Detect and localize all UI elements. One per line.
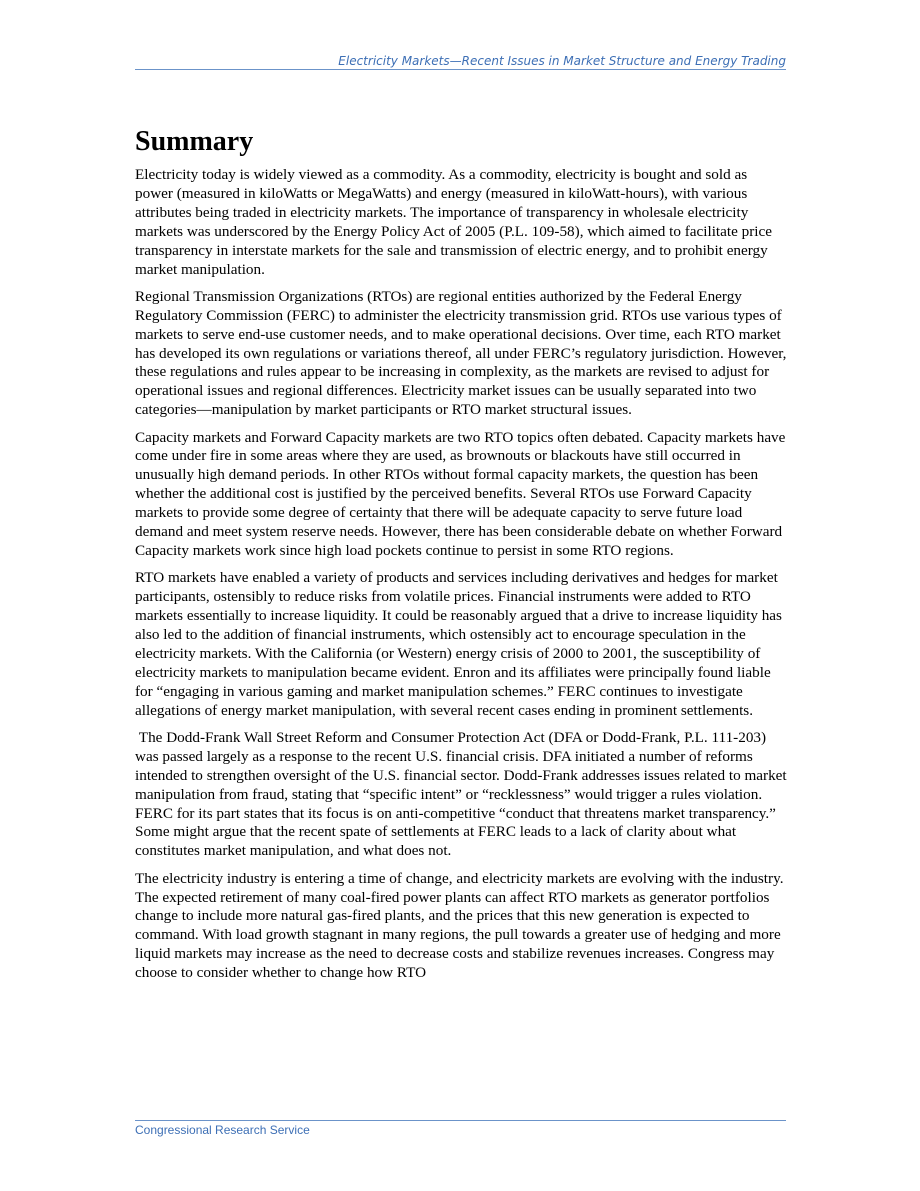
summary-body: [135, 166, 791, 992]
paragraph-1: Electricity today is widely viewed as a commodity. As a commodity, electricity is bought and sold as power (measured in kiloWatts or MegaWatts) and energy (measured in kiloWatt-hours), with various attributes being traded in electricity markets. The importance of transparency in wholesale electricity markets was underscored by the Energy Policy Act of 2005 (P.L. 109-58), which aimed to facilitate price transparency in interstate markets for the sale and transmission of electric energy, and to prohibit energy market manipulation.: [135, 166, 772, 278]
paragraph-3: Capacity markets and Forward Capacity markets are two RTO topics often debated. Capacity markets have come under fire in some areas where they are used, as brownouts or blackouts have still occurred in unusually high demand periods. In other RTOs without formal capacity markets, the question has been whether the additional cost is justified by the perceived benefits. Several RTOs use Forward Capacity markets to provide some degree of certainty that there will be adequate capacity to serve future load demand and meet system reserve needs. However, there has been considerable debate on whether Forward Capacity markets work since high load pockets continue to persist in some RTO regions.: [135, 428, 786, 559]
footer-rule: [135, 1120, 786, 1121]
paragraph-5: The Dodd-Frank Wall Street Reform and Consumer Protection Act (DFA or Dodd-Frank, P.L. 111-203) was passed largely as a response to the recent U.S. financial crisis. DFA initiated a number of reforms intended to strengthen oversight of the U.S. financial sector. Dodd-Frank addresses issues related to market manipulation from fraud, stating that “specific intent” or “recklessness” would trigger a rules violation. FERC for its part states that its focus is on anti-competitive “conduct that threatens market transparency.” Some might argue that the recent spate of settlements at FERC leads to a lack of clarity about what constitutes market manipulation, and what does not.: [135, 728, 791, 860]
section-title: Summary: [135, 126, 254, 157]
paragraph-4: RTO markets have enabled a variety of products and services including derivatives and hedges for market participants, ostensibly to reduce risks from volatile prices. Financial instruments were added to RTO markets essentially to increase liquidity. It could be reasonably argued that a drive to increase liquidity has also led to the addition of financial instruments, which ostensibly act to encourage speculation in the electricity markets. With the California (or Western) energy crisis of 2000 to 2001, the susceptibility of electricity markets to manipulation became evident. Enron and its affiliates were principally found liable for “engaging in various gaming and market manipulation schemes.” FERC continues to investigate allegations of energy market manipulation, with several recent cases ending in prominent settlements.: [135, 569, 782, 719]
header-rule: [135, 69, 786, 70]
paragraph-6: The electricity industry is entering a time of change, and electricity markets are evolving with the industry. The expected retirement of many coal-fired power plants can affect RTO markets as generator portfolios change to include more natural gas-fired plants, and the prices that this new generation is expected to command. With load growth stagnant in many regions, the pull towards a greater use of hedging and more liquid markets may increase as the need to decrease costs and stabilize revenues increases. Congress may choose to consider whether to change how RTO: [135, 869, 784, 982]
paragraph-2: Regional Transmission Organizations (RTOs) are regional entities authorized by the Federal Energy Regulatory Commission (FERC) to administer the electricity transmission grid. RTOs use various types of markets to serve end-use customer needs, and to make operational decisions. Over time, each RTO market has developed its own regulations or variations thereof, all under FERC’s regulatory jurisdiction. However, these regulations and rules appear to be increasing in complexity, as the markets are revised to adjust for operational issues and regional differences. Electricity market issues can be usually separated into two categories—manipulation by market participants or RTO market structural issues.: [135, 287, 787, 419]
footer-organization: Congressional Research Service: [135, 1123, 310, 1137]
running-header: Electricity Markets—Recent Issues in Market Structure and Energy Trading: [338, 54, 786, 68]
